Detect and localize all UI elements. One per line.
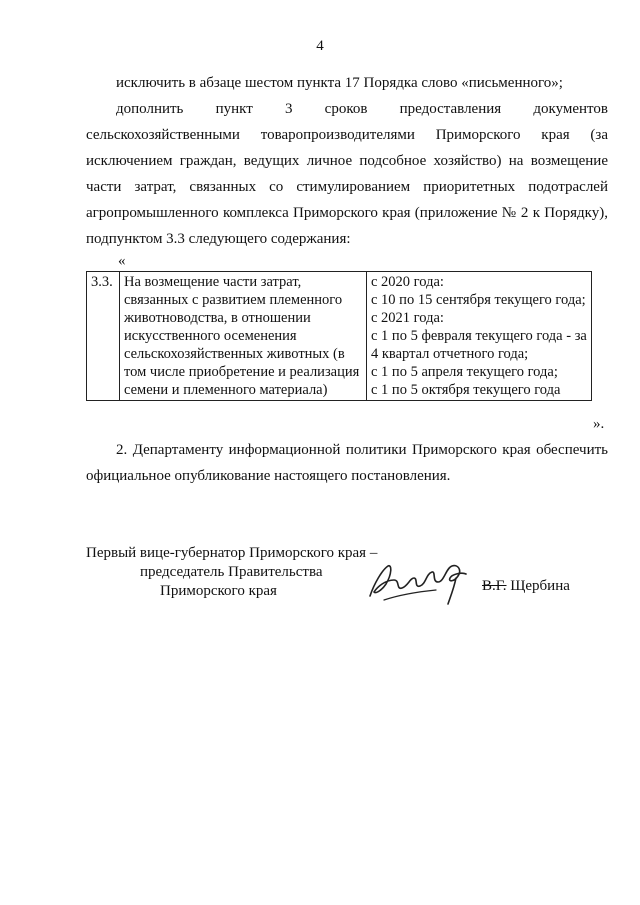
- deadlines-cell: [367, 272, 592, 401]
- deadline-line: с 1 по 5 октября текущего года: [371, 382, 561, 398]
- deadline-line: с 1 по 5 февраля текущего года - за 4 квартал отчетного года;: [371, 328, 587, 362]
- deadline-line: с 10 по 15 сентября текущего года;: [371, 292, 586, 308]
- signatory-surname: Щербина: [510, 578, 570, 594]
- signatory-name: [482, 578, 570, 595]
- closing-quote: ».: [593, 416, 605, 432]
- deadline-line: с 1 по 5 апреля текущего года;: [371, 364, 558, 380]
- handwritten-signature: [366, 556, 478, 608]
- paragraph-publication-second-line: официальное опубликование настоящего постановления.: [86, 468, 451, 484]
- deadlines-table: [86, 271, 592, 401]
- deadline-line: с 2021 года:: [371, 310, 444, 326]
- deadline-line: с 2020 года:: [371, 274, 444, 290]
- signatory-initials: В.Г.: [482, 578, 507, 594]
- row-number-cell: 3.3.: [87, 272, 120, 401]
- signatory-title-line: председатель Правительства: [140, 564, 323, 580]
- opening-quote: «: [118, 253, 126, 269]
- description-cell: На возмещение части затрат, связанных с развитием племенного животноводства, в отношении искусственного осеменения сельскохозяйственных животных (в том числе приобретение и реализация семени и племенного материала): [120, 272, 367, 401]
- paragraph-supplement-first-line: дополнить пункт 3 сроков предоставления документов: [116, 101, 608, 117]
- signatory-title-line: Первый вице-губернатор Приморского края –: [86, 545, 378, 561]
- paragraph-supplement-body: сельскохозяйственными товаропроизводителями Приморского края (за исключением граждан, ведущих личное подсобное хозяйство) на возмещение части затрат, связанных со стимулированием приоритетных подотраслей агропромышленного комплекса Приморского края (приложение № 2 к Порядку), подпунктом 3.3 следующего содержания:: [86, 127, 608, 247]
- signatory-title-line: Приморского края: [160, 583, 277, 599]
- page-number: 4: [316, 38, 324, 54]
- table-row: [87, 272, 592, 401]
- paragraph-publication-first-line: 2. Департаменту информационной политики Приморского края обеспечить: [116, 442, 608, 458]
- paragraph-exclude-word: исключить в абзаце шестом пункта 17 Порядка слово «письменного»;: [116, 75, 563, 91]
